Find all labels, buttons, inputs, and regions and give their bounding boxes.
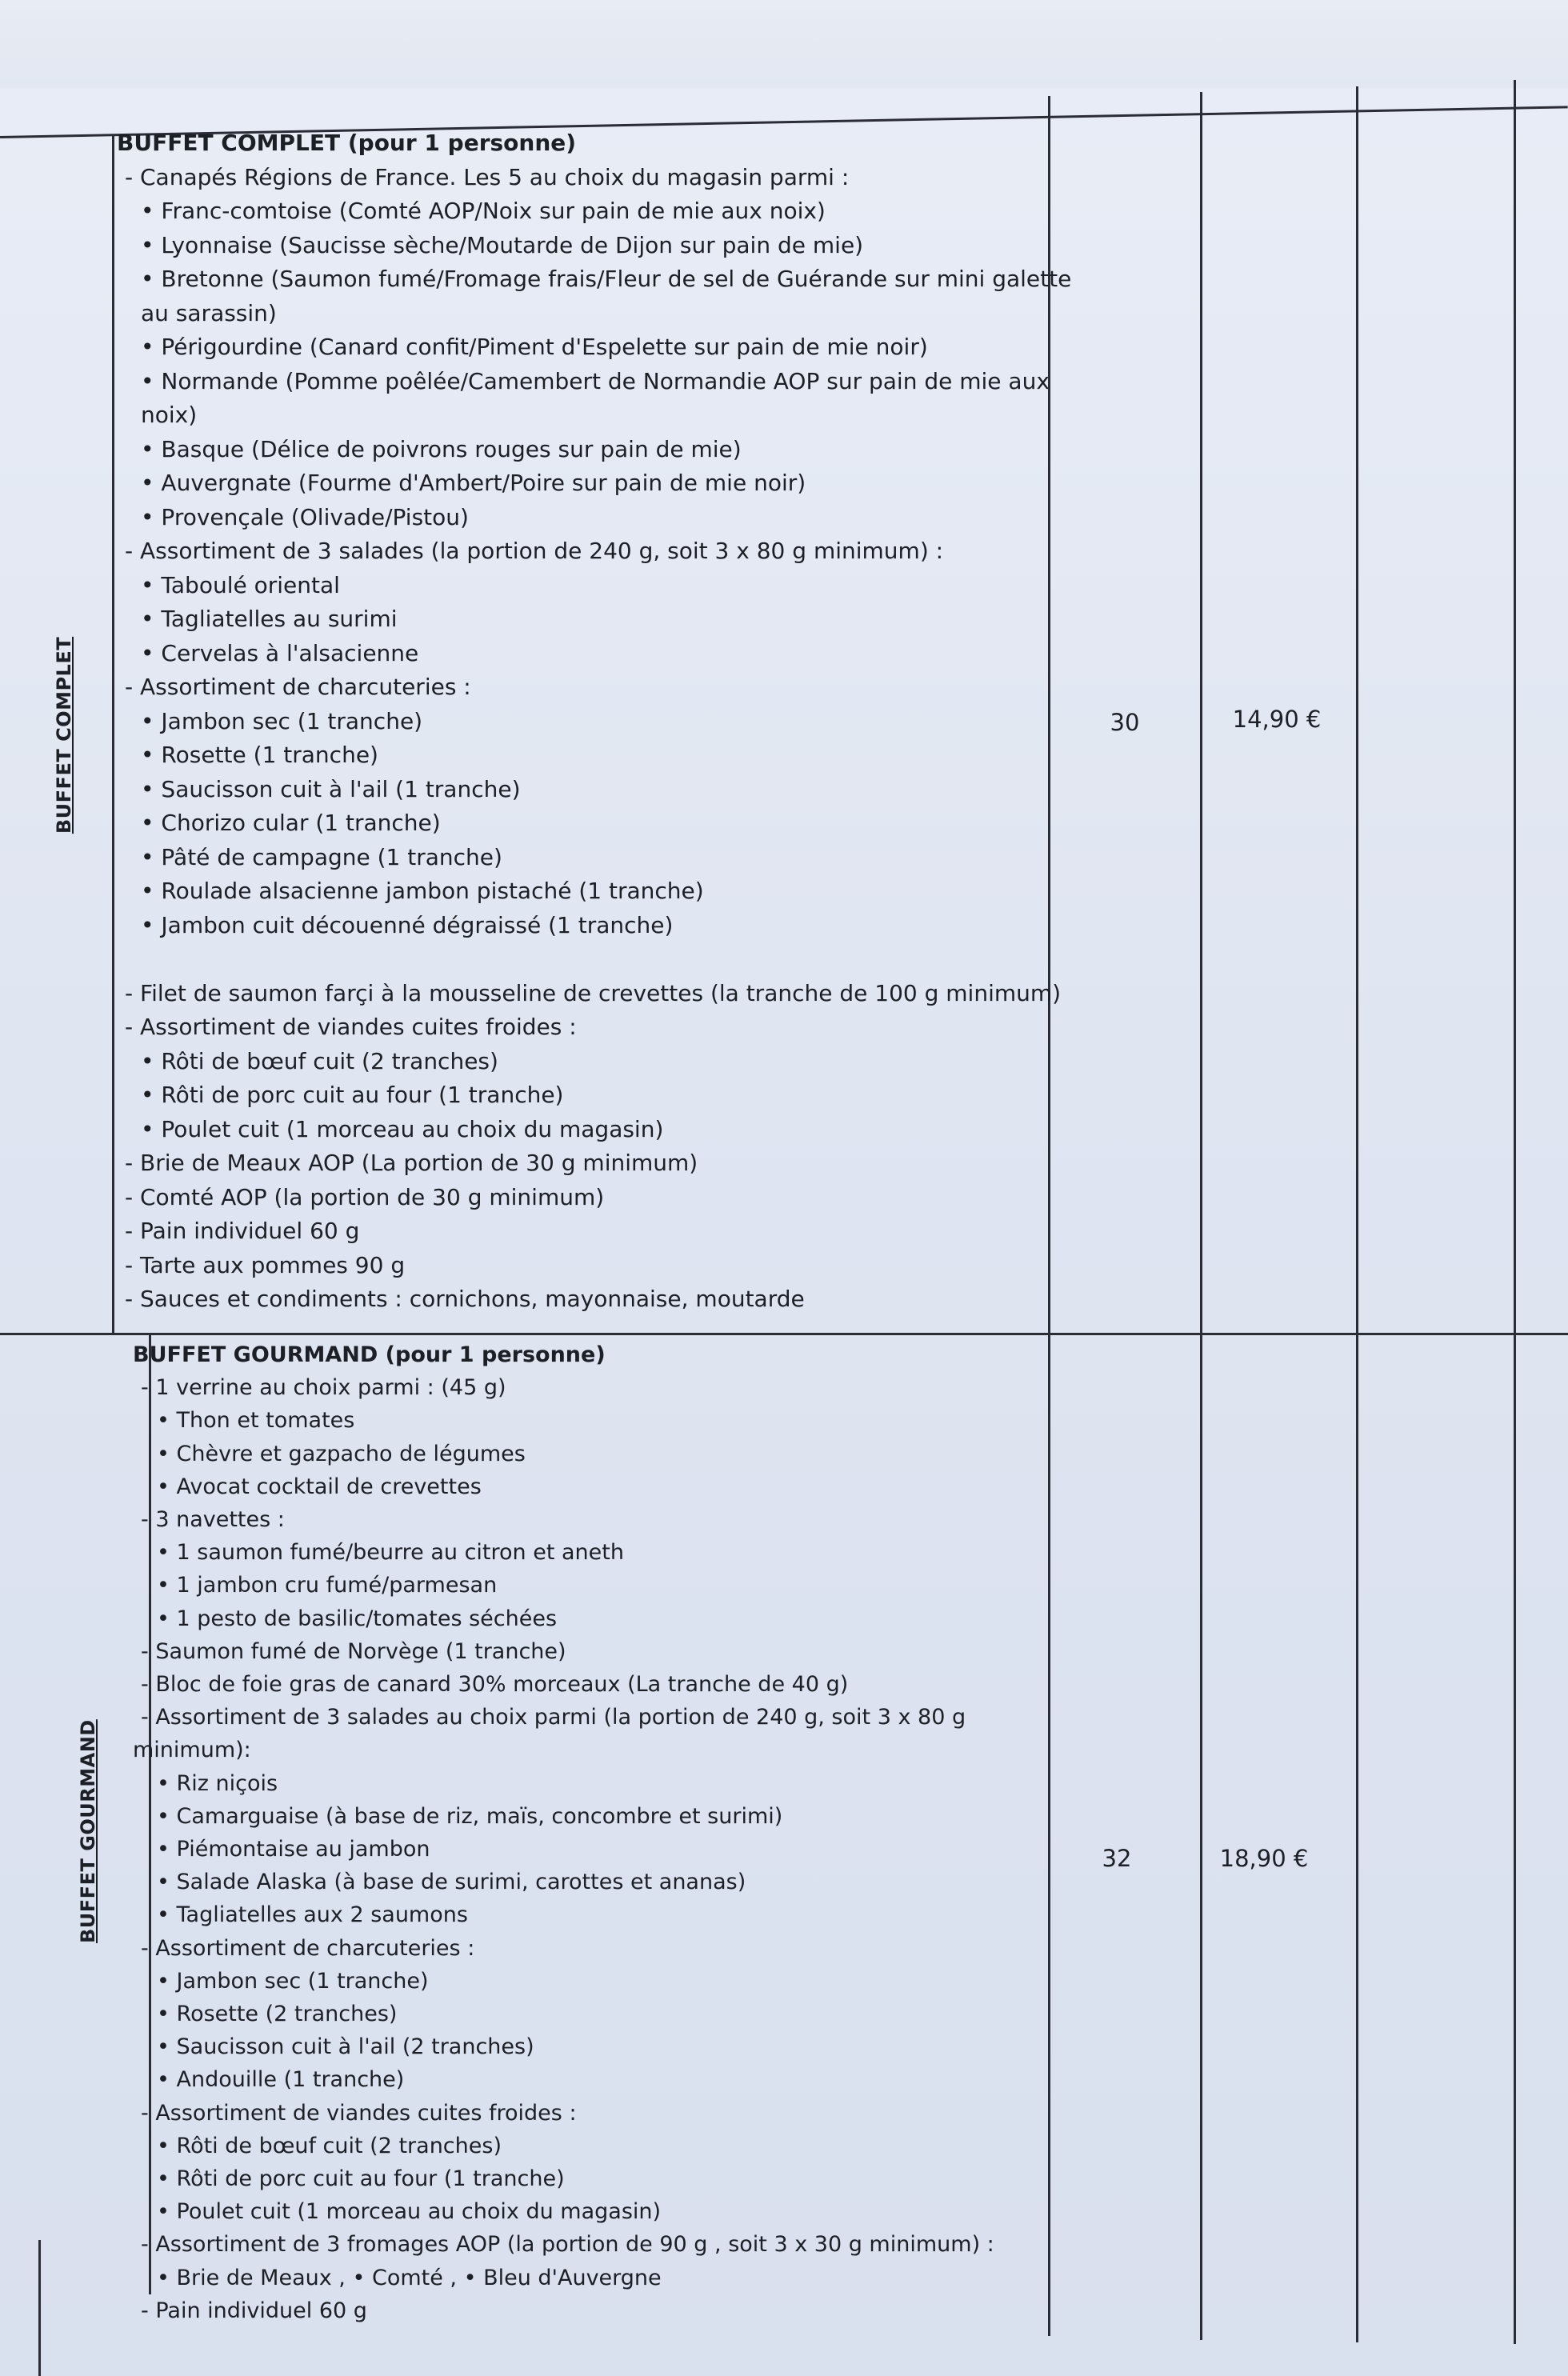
bullet-item: • Roulade alsacienne jambon pistaché (1 tranche) xyxy=(117,874,1045,909)
bullet-item: • Salade Alaska (à base de surimi, carottes et ananas) xyxy=(133,1866,1045,1898)
menu-line: - Assortiment de viandes cuites froides : xyxy=(141,2100,577,2126)
menu-line: - 1 verrine au choix parmi : (45 g) xyxy=(141,1375,506,1401)
menu-line: - Assortiment de 3 fromages AOP (la portion de 90 g , soit 3 x 30 g minimum) : xyxy=(141,2232,994,2258)
section-lines xyxy=(133,1371,1045,2327)
bullet-item: • Brie de Meaux , • Comté , • Bleu d'Auvergne xyxy=(133,2262,1045,2294)
bullet-item: • Andouille (1 tranche) xyxy=(133,2063,1045,2096)
menu-line: - Brie de Meaux AOP (La portion de 30 g minimum) xyxy=(125,1150,698,1176)
menu-line: - Pain individuel 60 g xyxy=(125,1218,360,1244)
bullet-item: • Rôti de porc cuit au four (1 tranche) xyxy=(133,2162,1045,2195)
bullet-item: • Jambon cuit découenné dégraissé (1 tranche) xyxy=(117,909,1045,943)
menu-line: - Canapés Régions de France. Les 5 au choix du magasin parmi : xyxy=(125,163,850,190)
menu-line: - Pain individuel 60 g xyxy=(141,2298,367,2323)
bullet-item: • 1 saumon fumé/beurre au citron et aneth xyxy=(133,1536,1045,1569)
blank-line xyxy=(117,942,1045,977)
bullet-item: • 1 pesto de basilic/tomates séchées xyxy=(133,1602,1045,1635)
bullet-item: • Normande (Pomme poêlée/Camembert de Normandie AOP sur pain de mie aux xyxy=(117,365,1045,399)
bullet-item: • Saucisson cuit à l'ail (1 tranche) xyxy=(117,773,1045,807)
bullet-item: • Rosette (2 tranches) xyxy=(133,1998,1045,2030)
bullet-item: • Rosette (1 tranche) xyxy=(117,738,1045,773)
bullet-item: • Chèvre et gazpacho de légumes xyxy=(133,1438,1045,1470)
price-cell: 14,90 € xyxy=(1232,706,1322,733)
continuation-line: noix) xyxy=(141,402,198,428)
bullet-item: • Provençale (Olivade/Pistou) xyxy=(117,501,1045,535)
price-cell: 18,90 € xyxy=(1219,1845,1309,1872)
bullet-item: • 1 jambon cru fumé/parmesan xyxy=(133,1569,1045,1602)
bullet-item: • Rôti de porc cuit au four (1 tranche) xyxy=(117,1078,1045,1113)
bullet-item: • Poulet cuit (1 morceau au choix du magasin) xyxy=(133,2195,1045,2228)
bullet-item: • Riz niçois xyxy=(133,1767,1045,1800)
section-lines xyxy=(117,161,1072,1317)
bullet-item: • Auvergnate (Fourme d'Ambert/Poire sur pain de mie noir) xyxy=(117,466,1045,501)
bullet-item: • Jambon sec (1 tranche) xyxy=(133,1965,1045,1998)
bullet-item: • Rôti de bœuf cuit (2 tranches) xyxy=(117,1045,1045,1079)
menu-line: - Comté AOP (la portion de 30 g minimum) xyxy=(125,1183,605,1210)
bullet-item: • Piémontaise au jambon xyxy=(133,1833,1045,1866)
continuation-line: au sarassin) xyxy=(141,299,277,326)
col-rule-4 xyxy=(1356,86,1358,2342)
bullet-item: • Tagliatelles au surimi xyxy=(117,602,1045,637)
quantity-cell: 32 xyxy=(1102,1845,1132,1872)
menu-line: - Saumon fumé de Norvège (1 tranche) xyxy=(141,1638,566,1664)
col-rule-3 xyxy=(1200,92,1202,2340)
bullet-item: • Chorizo cular (1 tranche) xyxy=(117,806,1045,841)
bullet-item: • Saucisson cuit à l'ail (2 tranches) xyxy=(133,2030,1045,2063)
bullet-item: • Bretonne (Saumon fumé/Fromage frais/Fleur de sel de Guérande sur mini galette xyxy=(117,262,1045,297)
side-label-complet: BUFFET COMPLET xyxy=(53,636,75,834)
menu-line: - Sauces et condiments : cornichons, mayonnaise, moutarde xyxy=(125,1286,805,1312)
continuation-line: minimum): xyxy=(133,1738,251,1763)
bullet-item: • Thon et tomates xyxy=(133,1404,1045,1437)
col-rule-1 xyxy=(112,134,114,1334)
bullet-item: • Rôti de bœuf cuit (2 tranches) xyxy=(133,2130,1045,2162)
section-title: BUFFET COMPLET (pour 1 personne) xyxy=(117,130,577,156)
left-rule xyxy=(38,2240,41,2376)
section-content-gourmand xyxy=(133,1338,1045,2327)
bullet-item: • Jambon sec (1 tranche) xyxy=(117,705,1045,739)
menu-line: - Tarte aux pommes 90 g xyxy=(125,1251,406,1278)
menu-line: - Assortiment de 3 salades au choix parmi (la portion de 240 g, soit 3 x 80 g xyxy=(141,1705,966,1730)
menu-line: - Assortiment de charcuteries : xyxy=(125,674,471,700)
bullet-item: • Poulet cuit (1 morceau au choix du magasin) xyxy=(117,1113,1045,1147)
side-label-gourmand: BUFFET GOURMAND xyxy=(77,1719,99,1943)
bullet-item: • Camarguaise (à base de riz, maïs, concombre et surimi) xyxy=(133,1800,1045,1833)
page-top-margin xyxy=(0,0,1568,88)
bullet-item: • Périgourdine (Canard confit/Piment d'Espelette sur pain de mie noir) xyxy=(117,330,1045,365)
menu-line: - Assortiment de charcuteries : xyxy=(141,1935,475,1961)
section-title: BUFFET GOURMAND (pour 1 personne) xyxy=(133,1342,606,1367)
bullet-item: • Franc-comtoise (Comté AOP/Noix sur pain de mie aux noix) xyxy=(117,194,1045,229)
menu-line: - Filet de saumon farçi à la mousseline de crevettes (la tranche de 100 g minimum) xyxy=(125,979,1062,1006)
bullet-item: • Avocat cocktail de crevettes xyxy=(133,1470,1045,1503)
bullet-item: • Tagliatelles aux 2 saumons xyxy=(133,1898,1045,1931)
bullet-item: • Basque (Délice de poivrons rouges sur pain de mie) xyxy=(117,433,1045,467)
bullet-item: • Pâté de campagne (1 tranche) xyxy=(117,841,1045,875)
bullet-item: • Taboulé oriental xyxy=(117,569,1045,603)
col-rule-2 xyxy=(1048,96,1050,2336)
bullet-item: • Cervelas à l'alsacienne xyxy=(117,637,1045,671)
menu-line: - Bloc de foie gras de canard 30% morceaux (La tranche de 40 g) xyxy=(141,1672,849,1698)
bullet-item: • Lyonnaise (Saucisse sèche/Moutarde de Dijon sur pain de mie) xyxy=(117,229,1045,263)
section-content-complet xyxy=(117,126,1072,1317)
menu-line: - 3 navettes : xyxy=(141,1507,285,1533)
row-divider xyxy=(0,1333,1568,1335)
menu-line: - Assortiment de viandes cuites froides : xyxy=(125,1014,577,1040)
col-rule-5 xyxy=(1514,80,1516,2344)
menu-line: - Assortiment de 3 salades (la portion de 240 g, soit 3 x 80 g minimum) : xyxy=(125,538,944,564)
quantity-cell: 30 xyxy=(1110,709,1140,736)
